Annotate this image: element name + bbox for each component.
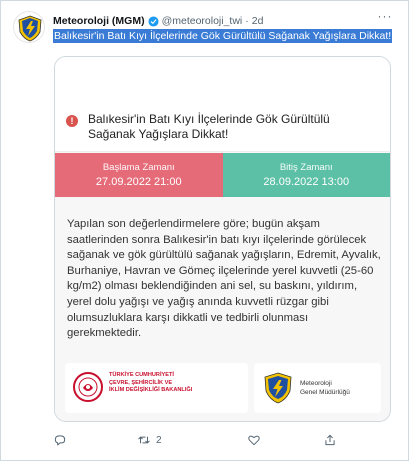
alert-header — [55, 57, 390, 151]
tweet-image-card[interactable] — [54, 56, 391, 422]
separator-dot: · — [245, 15, 249, 27]
divider — [55, 151, 390, 152]
tweet-text: Balıkesir'in Batı Kıyı İlçelerinde Gök Gürültülü Sağanak Yağışlara Dikkat! — [54, 30, 392, 42]
ministry-line-2: ÇEVRE, ŞEHİRCİLİK VE — [109, 379, 173, 386]
ministry-name — [109, 372, 244, 395]
alert-title: Balıkesir'in Batı Kıyı İlçelerinde Gök Gürültülü Sağanak Yağışlara Dikkat! — [88, 112, 330, 141]
mgm-logo-icon — [14, 12, 45, 43]
tweet-actions — [53, 431, 353, 449]
reply-icon — [53, 433, 67, 447]
like-button[interactable] — [247, 431, 266, 449]
mgm-line-2: Genel Müdürlüğü — [300, 389, 350, 396]
retweet-icon — [137, 433, 151, 447]
mgm-emblem-icon — [262, 371, 294, 405]
mgm-name — [300, 379, 350, 397]
start-value: 27.09.2022 21:00 — [95, 176, 182, 188]
author-name[interactable]: Meteoroloji (MGM) — [53, 15, 145, 27]
start-time-block — [55, 153, 223, 197]
warning-body: Yapılan son değerlendirmelere göre; bugün akşam saatlerinden sonra Balıkesir'in batı kıyı ilçelerinde görülecek sağanak ve gök gürültülü sağanak yağışların, Edremit, Ayvalık, Burhaniye, Havran ve Gömeç ilçelerinde yerel kuvvetli (25-60 kg/m2) olması beklendiğinden ani sel, su baskını, yıldırım, yerel dolu yağışı ve yağış anında kuvvetli rüzgar gibi olumsuzluklara karşı dikkatli ve tedbirli olunması gerekmektedir. — [67, 218, 381, 340]
ministry-line-1: TÜRKİYE CUMHURİYETİ — [109, 372, 174, 378]
avatar[interactable] — [13, 11, 45, 43]
more-options-icon[interactable]: ··· — [377, 9, 393, 23]
verified-badge-icon — [148, 16, 159, 27]
reply-button[interactable] — [53, 431, 72, 449]
mgm-logo — [254, 363, 381, 413]
date-range — [55, 153, 390, 197]
ministry-emblem-icon — [73, 372, 103, 402]
alert-icon: ! — [66, 115, 78, 127]
ministry-logo — [65, 363, 248, 413]
start-label: Başlama Zamanı — [102, 162, 175, 173]
author-handle[interactable]: @meteoroloji_twi — [161, 15, 243, 27]
tweet-header — [53, 13, 263, 29]
ministry-line-3: İKLİM DEĞİŞİKLİĞİ BAKANLIĞI — [109, 387, 193, 394]
mgm-line-1: Meteoroloji — [300, 380, 332, 387]
end-time-block — [223, 153, 391, 197]
share-button[interactable] — [323, 431, 337, 449]
retweet-count: 2 — [156, 434, 162, 446]
tweet-timestamp[interactable]: 2d — [251, 15, 264, 27]
end-label: Bitiş Zamanı — [279, 162, 333, 173]
heart-icon — [247, 433, 261, 447]
end-value: 28.09.2022 13:00 — [263, 176, 350, 188]
card-background — [55, 57, 390, 421]
share-icon — [323, 433, 337, 447]
retweet-button[interactable] — [137, 431, 162, 449]
